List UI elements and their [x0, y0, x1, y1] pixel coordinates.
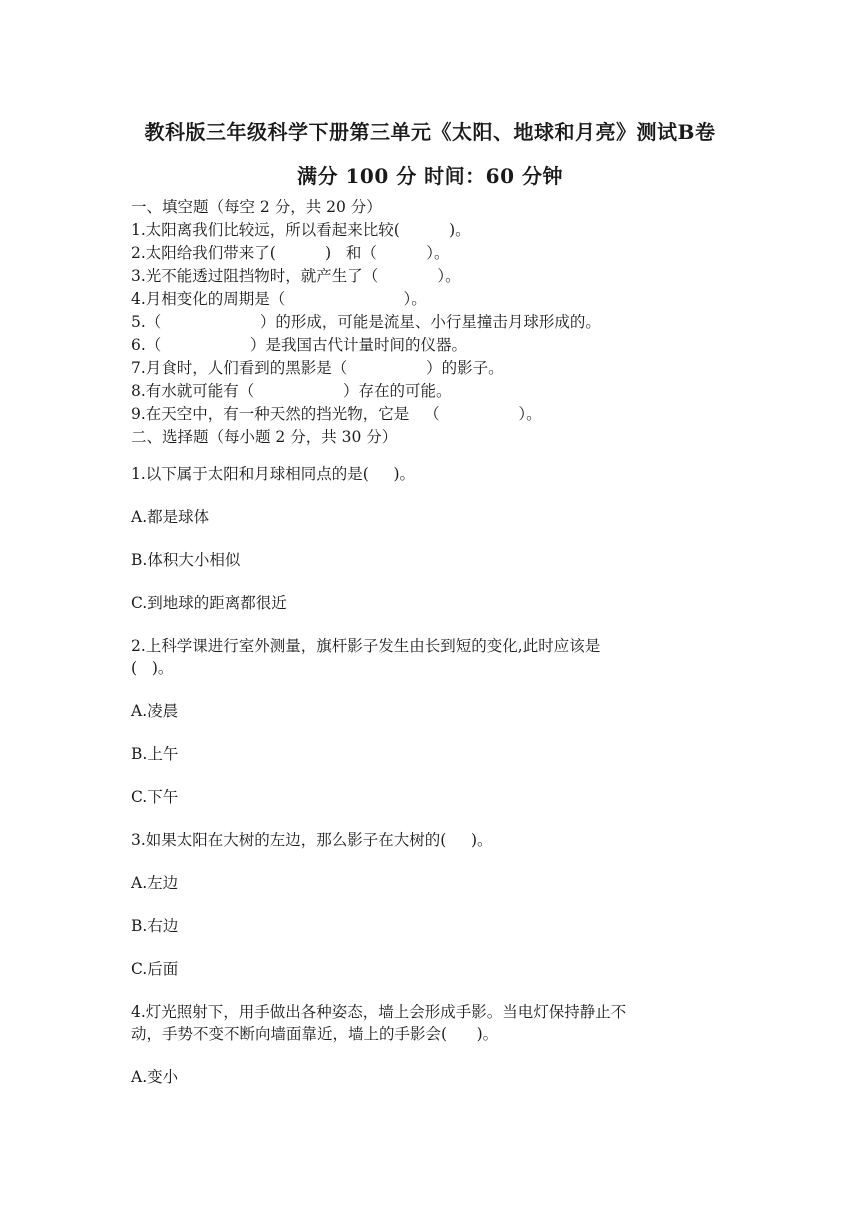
question-item: 1.以下属于太阳和月球相同点的是( )。: [131, 465, 416, 483]
answer-option: B.上午: [131, 745, 179, 763]
question-item: 5.（ ）的形成，可能是流星、小行星撞击月球形成的。: [131, 313, 601, 331]
section-heading-multiple-choice: 二、选择题（每小题 2 分，共 30 分）: [131, 428, 398, 446]
question-item: 9.在天空中，有一种天然的挡光物，它是 （ ）。: [131, 405, 542, 423]
question-item: 3.如果太阳在大树的左边，那么影子在大树的( )。: [131, 831, 493, 849]
answer-option: C.后面: [131, 960, 179, 978]
answer-option: A.都是球体: [131, 508, 210, 526]
answer-option: C.下午: [131, 788, 179, 806]
question-item: 2.太阳给我们带来了( ) 和（ ）。: [131, 244, 450, 262]
document-title: 教科版三年级科学下册第三单元《太阳、地球和月亮》测试B卷: [144, 120, 716, 144]
question-item: 2.上科学课进行室外测量，旗杆影子发生由长到短的变化,此时应该是: [131, 637, 601, 655]
question-item-continued: ( )。: [131, 659, 174, 677]
question-item: 8.有水就可能有（ ）存在的可能。: [131, 382, 452, 400]
answer-option: B.右边: [131, 917, 179, 935]
section-heading-fill-blank: 一、填空题（每空 2 分，共 20 分）: [131, 198, 382, 216]
answer-option: A.左边: [131, 874, 179, 892]
document-subtitle: 满分 100 分 时间：60 分钟: [297, 164, 563, 188]
question-item: 3.光不能透过阻挡物时，就产生了（ ）。: [131, 267, 461, 285]
answer-option: B.体积大小相似: [131, 551, 241, 569]
question-item: 1.太阳离我们比较远，所以看起来比较( )。: [131, 221, 471, 239]
question-item: 7.月食时，人们看到的黑影是（ ）的影子。: [131, 359, 504, 377]
answer-option: A.变小: [131, 1068, 179, 1086]
question-item: 6.（ ）是我国古代计量时间的仪器。: [131, 336, 467, 354]
answer-option: C.到地球的距离都很近: [131, 594, 287, 612]
question-item: 4.月相变化的周期是（ ）。: [131, 290, 427, 308]
answer-option: A.凌晨: [131, 702, 179, 720]
question-item: 4.灯光照射下，用手做出各种姿态，墙上会形成手影。当电灯保持静止不: [131, 1003, 627, 1021]
question-item-continued: 动，手势不变不断向墙面靠近，墙上的手影会( )。: [131, 1025, 499, 1043]
